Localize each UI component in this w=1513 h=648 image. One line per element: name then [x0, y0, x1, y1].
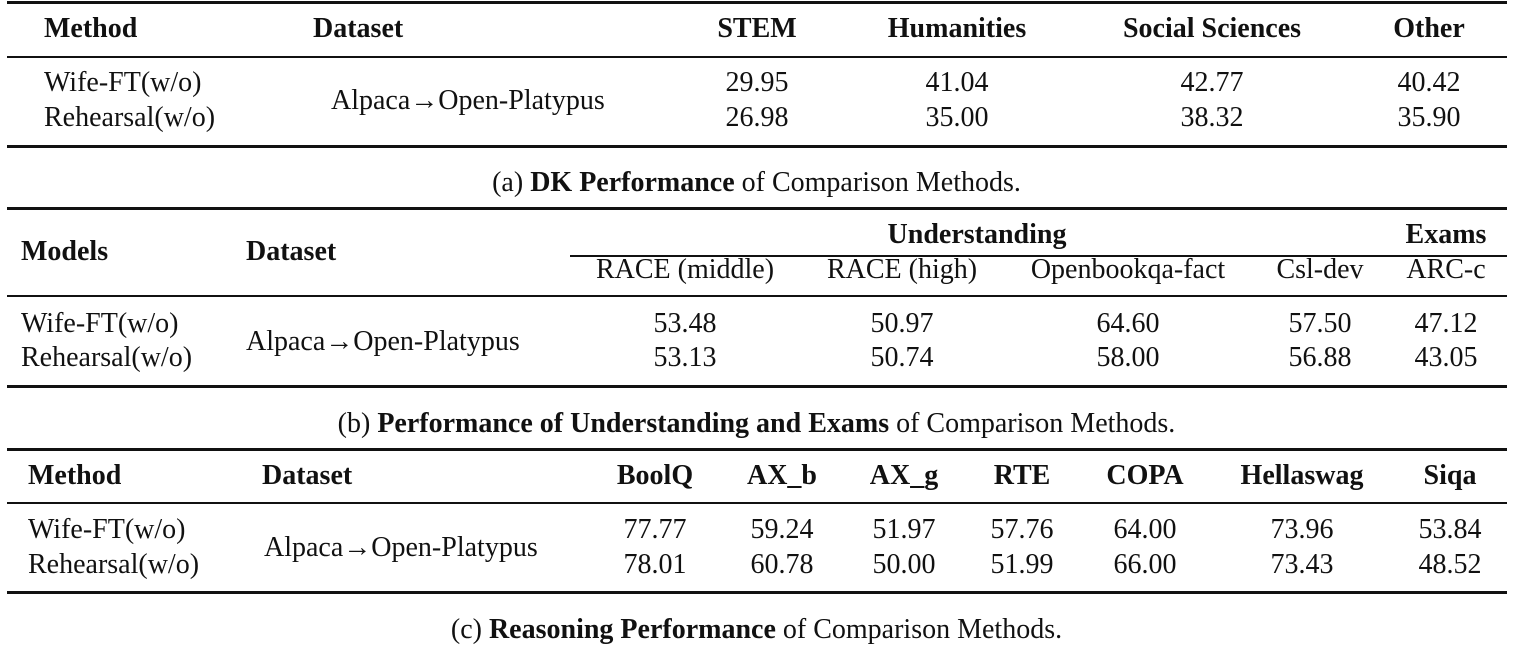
header-ax-b: AX_b — [746, 460, 818, 491]
dataset-cell: Alpaca→Open-Platypus — [264, 532, 538, 563]
group-exams: Exams — [1405, 219, 1487, 250]
top-rule — [7, 207, 1507, 210]
subheader-race-middle: RACE (middle) — [595, 254, 775, 285]
value-cell: 48.52 — [1418, 549, 1482, 580]
subheader-arc-c: ARC-c — [1406, 254, 1486, 285]
value-cell: 64.60 — [1096, 308, 1160, 339]
value-cell: 77.77 — [623, 514, 687, 545]
value-cell: 26.98 — [725, 102, 789, 133]
value-cell: 51.99 — [990, 549, 1054, 580]
value-cell: 42.77 — [1180, 67, 1244, 98]
header-humanities: Humanities — [887, 13, 1027, 44]
value-cell: 47.12 — [1414, 308, 1478, 339]
header-models: Models — [21, 236, 109, 267]
header-other: Other — [1393, 13, 1465, 44]
mid-rule — [7, 502, 1507, 504]
value-cell: 59.24 — [750, 514, 814, 545]
value-cell: 38.32 — [1180, 102, 1244, 133]
value-cell: 50.00 — [872, 549, 936, 580]
value-cell: 73.43 — [1270, 549, 1334, 580]
value-cell: 51.97 — [872, 514, 936, 545]
caption-c: (c) Reasoning Performance of Comparison Methods. — [450, 614, 1063, 645]
value-cell: 53.13 — [653, 342, 717, 373]
header-stem: STEM — [717, 13, 797, 44]
bottom-rule — [7, 591, 1507, 594]
header-dataset: Dataset — [313, 13, 404, 44]
value-cell: 50.97 — [870, 308, 934, 339]
value-cell: 73.96 — [1270, 514, 1334, 545]
header-dataset: Dataset — [246, 236, 337, 267]
header-social-sciences: Social Sciences — [1122, 13, 1302, 44]
mid-rule — [7, 295, 1507, 297]
header-copa: COPA — [1106, 460, 1184, 491]
value-cell: 64.00 — [1113, 514, 1177, 545]
row-method: Rehearsal(w/o) — [28, 549, 200, 580]
header-dataset: Dataset — [262, 460, 353, 491]
value-cell: 43.05 — [1414, 342, 1478, 373]
row-method: Rehearsal(w/o) — [44, 102, 216, 133]
value-cell: 60.78 — [750, 549, 814, 580]
header-hellaswag: Hellaswag — [1240, 460, 1364, 491]
value-cell: 53.48 — [653, 308, 717, 339]
value-cell: 35.00 — [925, 102, 989, 133]
value-cell: 78.01 — [623, 549, 687, 580]
value-cell: 29.95 — [725, 67, 789, 98]
caption-a: (a) DK Performance of Comparison Methods. — [492, 167, 1021, 198]
value-cell: 56.88 — [1288, 342, 1352, 373]
value-cell: 57.76 — [990, 514, 1054, 545]
header-rte: RTE — [993, 460, 1051, 491]
row-method: Wife-FT(w/o) — [44, 67, 202, 98]
value-cell: 58.00 — [1096, 342, 1160, 373]
header-ax-g: AX_g — [869, 460, 939, 491]
caption-b: (b) Performance of Understanding and Exams of Comparison Methods. — [337, 408, 1176, 439]
bottom-rule — [7, 385, 1507, 388]
subheader-csl-dev: Csl-dev — [1276, 254, 1364, 285]
header-method: Method — [44, 13, 138, 44]
value-cell: 40.42 — [1397, 67, 1461, 98]
value-cell: 35.90 — [1397, 102, 1461, 133]
value-cell: 57.50 — [1288, 308, 1352, 339]
dataset-cell: Alpaca→Open-Platypus — [331, 85, 605, 116]
header-siqa: Siqa — [1423, 460, 1477, 491]
bottom-rule — [7, 145, 1507, 148]
row-method: Wife-FT(w/o) — [21, 308, 179, 339]
header-method: Method — [28, 460, 122, 491]
value-cell: 53.84 — [1418, 514, 1482, 545]
subheader-openbookqa: Openbookqa-fact — [1030, 254, 1226, 285]
value-cell: 41.04 — [925, 67, 989, 98]
row-method: Rehearsal(w/o) — [21, 342, 193, 373]
header-boolq: BoolQ — [616, 460, 694, 491]
row-method: Wife-FT(w/o) — [28, 514, 186, 545]
subheader-race-high: RACE (high) — [826, 254, 978, 285]
top-rule — [7, 1, 1507, 4]
mid-rule — [7, 56, 1507, 58]
group-understanding: Understanding — [887, 219, 1067, 250]
value-cell: 50.74 — [870, 342, 934, 373]
value-cell: 66.00 — [1113, 549, 1177, 580]
dataset-cell: Alpaca→Open-Platypus — [246, 326, 520, 357]
top-rule — [7, 448, 1507, 451]
